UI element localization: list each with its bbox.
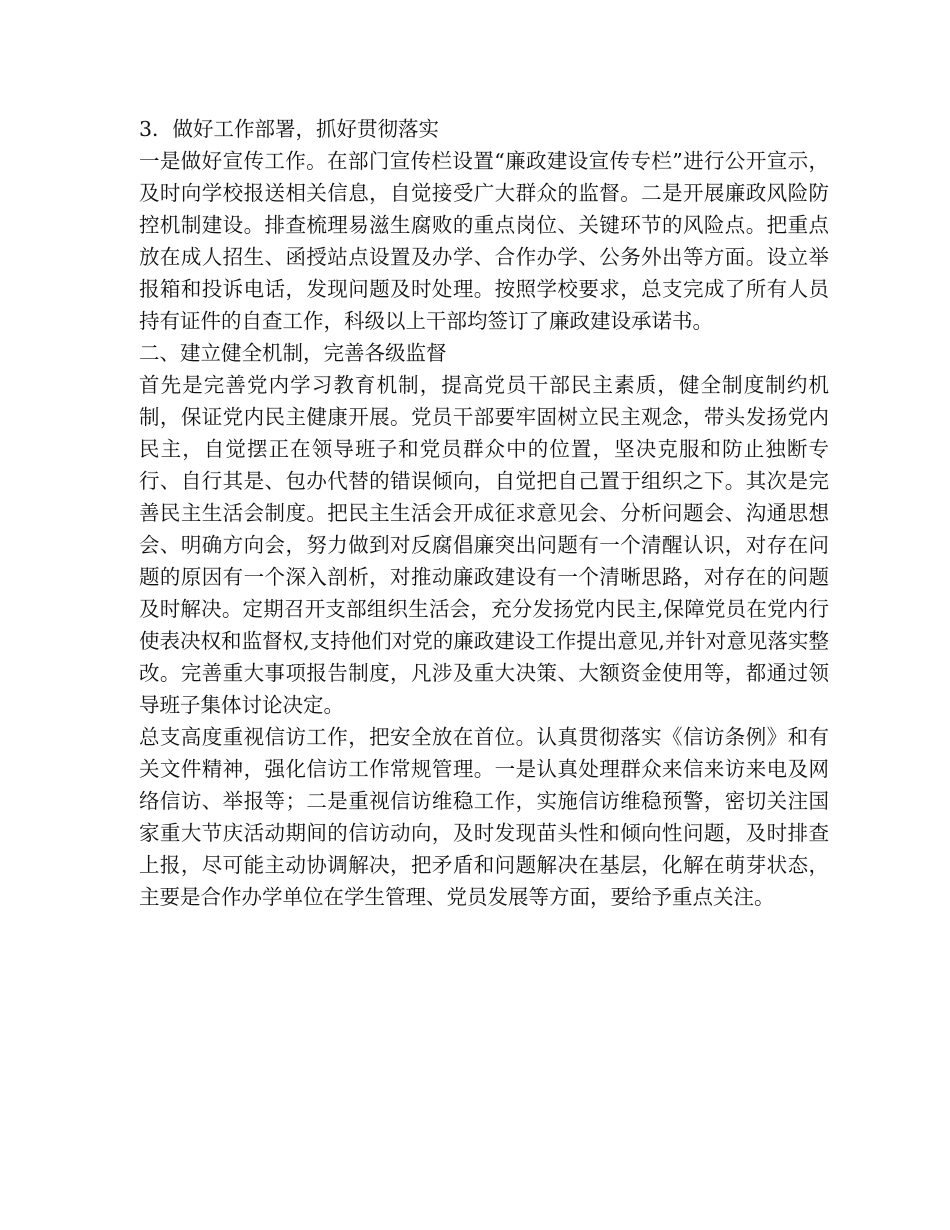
document-body	[139, 113, 829, 913]
section-heading-3: 3．做好工作部署，抓好贯彻落实	[139, 117, 440, 141]
paragraph-petition-work: 总支高度重视信访工作，把安全放在首位。认真贯彻落实《信访条例》和有关文件精神，强化信访工作常规管理。一是认真处理群众来信来访来电及网络信访、举报等；二是重视信访维稳工作，实施信访维稳预警，密切关注国家重大节庆活动期间的信访动向，及时发现苗头性和倾向性问题，及时排查上报，尽可能主动协调解决，把矛盾和问题解决在基层，化解在萌芽状态，主要是合作办学单位在学生管理、党员发展等方面，要给予重点关注。	[139, 725, 829, 909]
section-heading-mechanism: 二、建立健全机制，完善各级监督	[139, 341, 447, 365]
paragraph-publicity-work: 一是做好宣传工作。在部门宣传栏设置“廉政建设宣传专栏”进行公开宣示，及时向学校报送相关信息，自觉接受广大群众的监督。二是开展廉政风险防控机制建设。排查梳理易滋生腐败的重点岗位、关键环节的风险点。把重点放在成人招生、函授站点设置及办学、合作办学、公务外出等方面。设立举报箱和投诉电话，发现问题及时处理。按照学校要求，总支完成了所有人员持有证件的自查工作，科级以上干部均签订了廉政建设承诺书。	[139, 149, 829, 333]
paragraph-education-mechanism: 首先是完善党内学习教育机制，提高党员干部民主素质，健全制度制约机制，保证党内民主健康开展。党员干部要牢固树立民主观念，带头发扬党内民主，自觉摆正在领导班子和党员群众中的位置，坚决克服和防止独断专行、自行其是、包办代替的错误倾向，自觉把自己置于组织之下。其次是完善民主生活会制度。把民主生活会开成征求意见会、分析问题会、沟通思想会、明确方向会，努力做到对反腐倡廉突出问题有一个清醒认识，对存在问题的原因有一个深入剖析，对推动廉政建设有一个清晰思路，对存在的问题及时解决。定期召开支部组织生活会，充分发扬党内民主,保障党员在党内行使表决权和监督权,支持他们对党的廉政建设工作提出意见,并针对意见落实整改。完善重大事项报告制度，凡涉及重大决策、大额资金使用等，都通过领导班子集体讨论决定。	[139, 373, 829, 717]
